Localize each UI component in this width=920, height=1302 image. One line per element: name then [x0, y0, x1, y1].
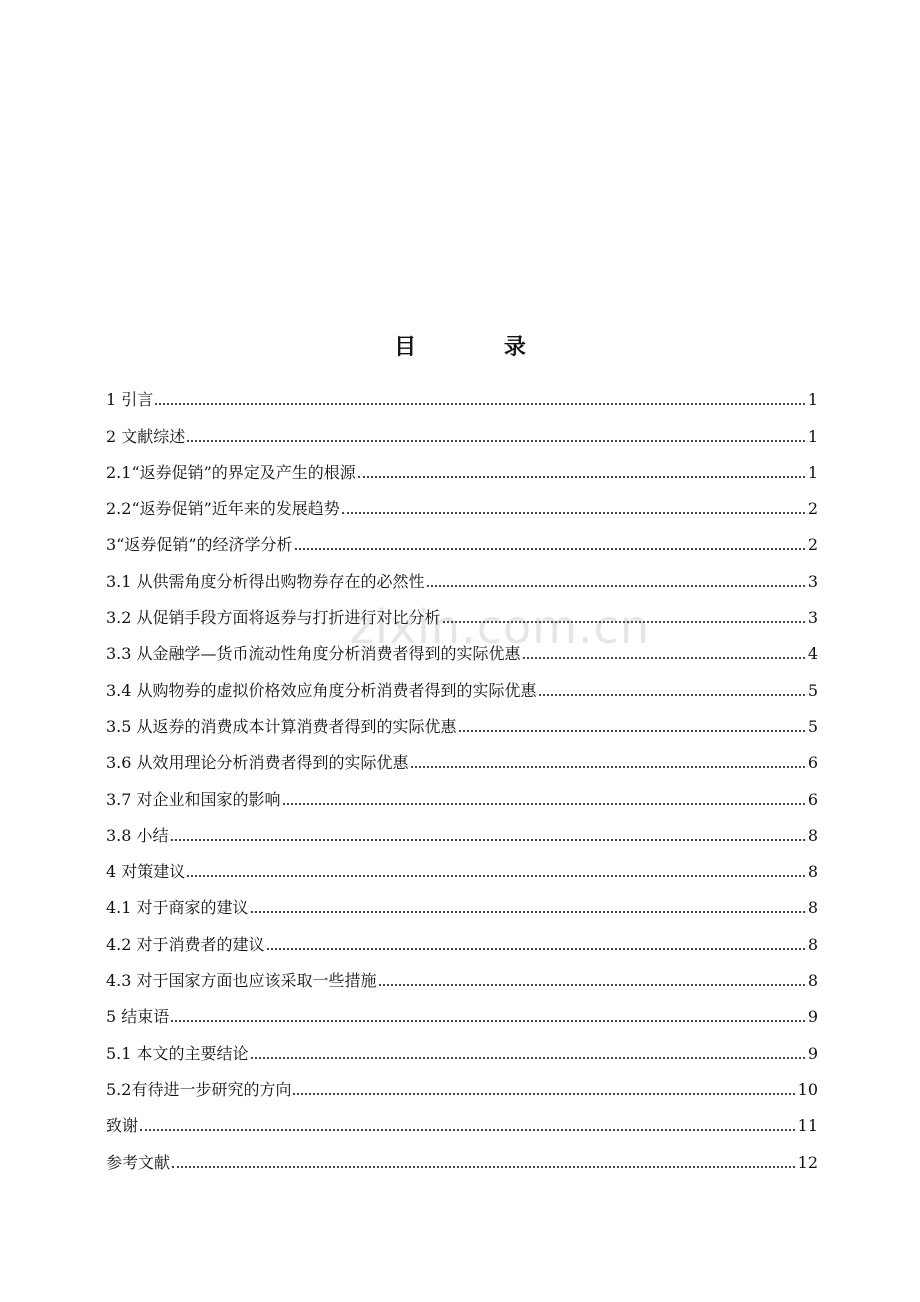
toc-dot-leader [155, 403, 805, 405]
toc-dot-leader [172, 1166, 795, 1168]
toc-entry-label: 4.3 对于国家方面也应该采取一些措施 [106, 971, 377, 991]
toc-entry-page: 8 [807, 934, 818, 954]
toc-entry[interactable] [106, 519, 818, 555]
toc-entry-page: 8 [807, 971, 818, 991]
toc-entry-page: 10 [797, 1079, 818, 1099]
toc-entry-label: 3.4 从购物券的虚拟价格效应角度分析消费者得到的实际优惠 [106, 680, 537, 700]
toc-entry[interactable] [106, 664, 818, 700]
toc-entry-label: 5 结束语 [106, 1007, 170, 1027]
toc-entry[interactable] [106, 555, 818, 591]
toc-entry-page: 11 [797, 1116, 818, 1136]
toc-entry[interactable] [106, 737, 818, 773]
toc-dot-leader [187, 440, 805, 442]
toc-entry[interactable] [106, 410, 818, 446]
toc-entry-page: 1 [807, 462, 818, 482]
toc-entry[interactable] [106, 846, 818, 882]
toc-entry-label: 4 对策建议 [106, 862, 186, 882]
toc-entry[interactable] [106, 918, 818, 954]
toc-entry-label: 3.3 从金融学—货币流动性角度分析消费者得到的实际优惠 [106, 644, 521, 664]
toc-dot-leader [295, 548, 805, 550]
toc-entry-page: 5 [807, 716, 818, 736]
table-of-contents [106, 374, 818, 1173]
toc-entry-label: 5.1 本文的主要结论 [106, 1043, 249, 1063]
toc-entry-page: 2 [807, 535, 818, 555]
toc-entry[interactable] [106, 1027, 818, 1063]
toc-dot-leader [539, 694, 805, 696]
toc-entry[interactable] [106, 773, 818, 809]
toc-entry-page: 3 [807, 571, 818, 591]
toc-entry-page: 1 [807, 426, 818, 446]
toc-entry[interactable] [106, 1136, 818, 1172]
toc-entry-label: 致谢 [106, 1116, 139, 1136]
toc-entry-page: 8 [807, 862, 818, 882]
watermark: zixin.com.cn [349, 600, 651, 654]
toc-entry-label: 5.2有待进一步研究的方向 [106, 1079, 292, 1099]
toc-entry-label: 2 文献综述 [106, 426, 186, 446]
toc-entry-label: 3.7 对企业和国家的影响 [106, 789, 281, 809]
toc-entry[interactable] [106, 810, 818, 846]
toc-entry-label: 4.1 对于商家的建议 [106, 898, 249, 918]
toc-entry-label: 3.8 小结 [106, 825, 169, 845]
toc-entry-page: 5 [807, 680, 818, 700]
toc-entry[interactable] [106, 447, 818, 483]
toc-entry-label: 2.1“返券促销”的界定及产生的根源 [106, 462, 356, 482]
toc-entry[interactable] [106, 374, 818, 410]
toc-entry-page: 6 [807, 789, 818, 809]
toc-dot-leader [187, 875, 805, 877]
toc-entry-page: 12 [797, 1152, 818, 1172]
toc-dot-leader [523, 657, 805, 659]
toc-entry-label: 3.1 从供需角度分析得出购物券存在的必然性 [106, 571, 425, 591]
toc-dot-leader [443, 621, 805, 623]
toc-dot-leader [342, 512, 805, 514]
toc-dot-leader [140, 1129, 795, 1131]
toc-entry[interactable] [106, 628, 818, 664]
toc-entry-label: 参考文献 [106, 1152, 171, 1172]
toc-entry-page: 1 [807, 390, 818, 410]
toc-entry[interactable] [106, 483, 818, 519]
toc-dot-leader [379, 984, 805, 986]
toc-entry-page: 4 [807, 644, 818, 664]
toc-entry-label: 4.2 对于消费者的建议 [106, 934, 265, 954]
toc-dot-leader [251, 1057, 805, 1059]
toc-dot-leader [293, 1093, 794, 1095]
toc-entry-page: 3 [807, 608, 818, 628]
toc-dot-leader [283, 803, 805, 805]
toc-entry[interactable] [106, 1100, 818, 1136]
toc-entry-page: 8 [807, 898, 818, 918]
toc-entry-label: 2.2“返券促销”近年来的发展趋势 [106, 499, 340, 519]
toc-entry-label: 3“返券促销”的经济学分析 [106, 535, 293, 555]
toc-entry[interactable] [106, 592, 818, 628]
toc-dot-leader [171, 1020, 805, 1022]
toc-entry-label: 3.5 从返券的消费成本计算消费者得到的实际优惠 [106, 716, 457, 736]
toc-entry-page: 9 [807, 1043, 818, 1063]
toc-dot-leader [267, 948, 805, 950]
toc-dot-leader [427, 585, 805, 587]
toc-entry-page: 6 [807, 753, 818, 773]
toc-entry-label: 1 引言 [106, 390, 154, 410]
toc-dot-leader [459, 730, 805, 732]
toc-dot-leader [411, 766, 805, 768]
toc-entry-label: 3.6 从效用理论分析消费者得到的实际优惠 [106, 753, 409, 773]
toc-entry[interactable] [106, 1064, 818, 1100]
toc-entry[interactable] [106, 882, 818, 918]
toc-entry[interactable] [106, 955, 818, 991]
toc-entry[interactable] [106, 701, 818, 737]
toc-entry-label: 3.2 从促销手段方面将返券与打折进行对比分析 [106, 608, 441, 628]
toc-title: 目 录 [394, 335, 566, 360]
toc-entry-page: 8 [807, 825, 818, 845]
toc-entry[interactable] [106, 991, 818, 1027]
toc-dot-leader [171, 839, 805, 841]
toc-dot-leader [358, 476, 805, 478]
toc-entry-page: 2 [807, 499, 818, 519]
toc-entry-page: 9 [807, 1007, 818, 1027]
toc-dot-leader [251, 911, 805, 913]
